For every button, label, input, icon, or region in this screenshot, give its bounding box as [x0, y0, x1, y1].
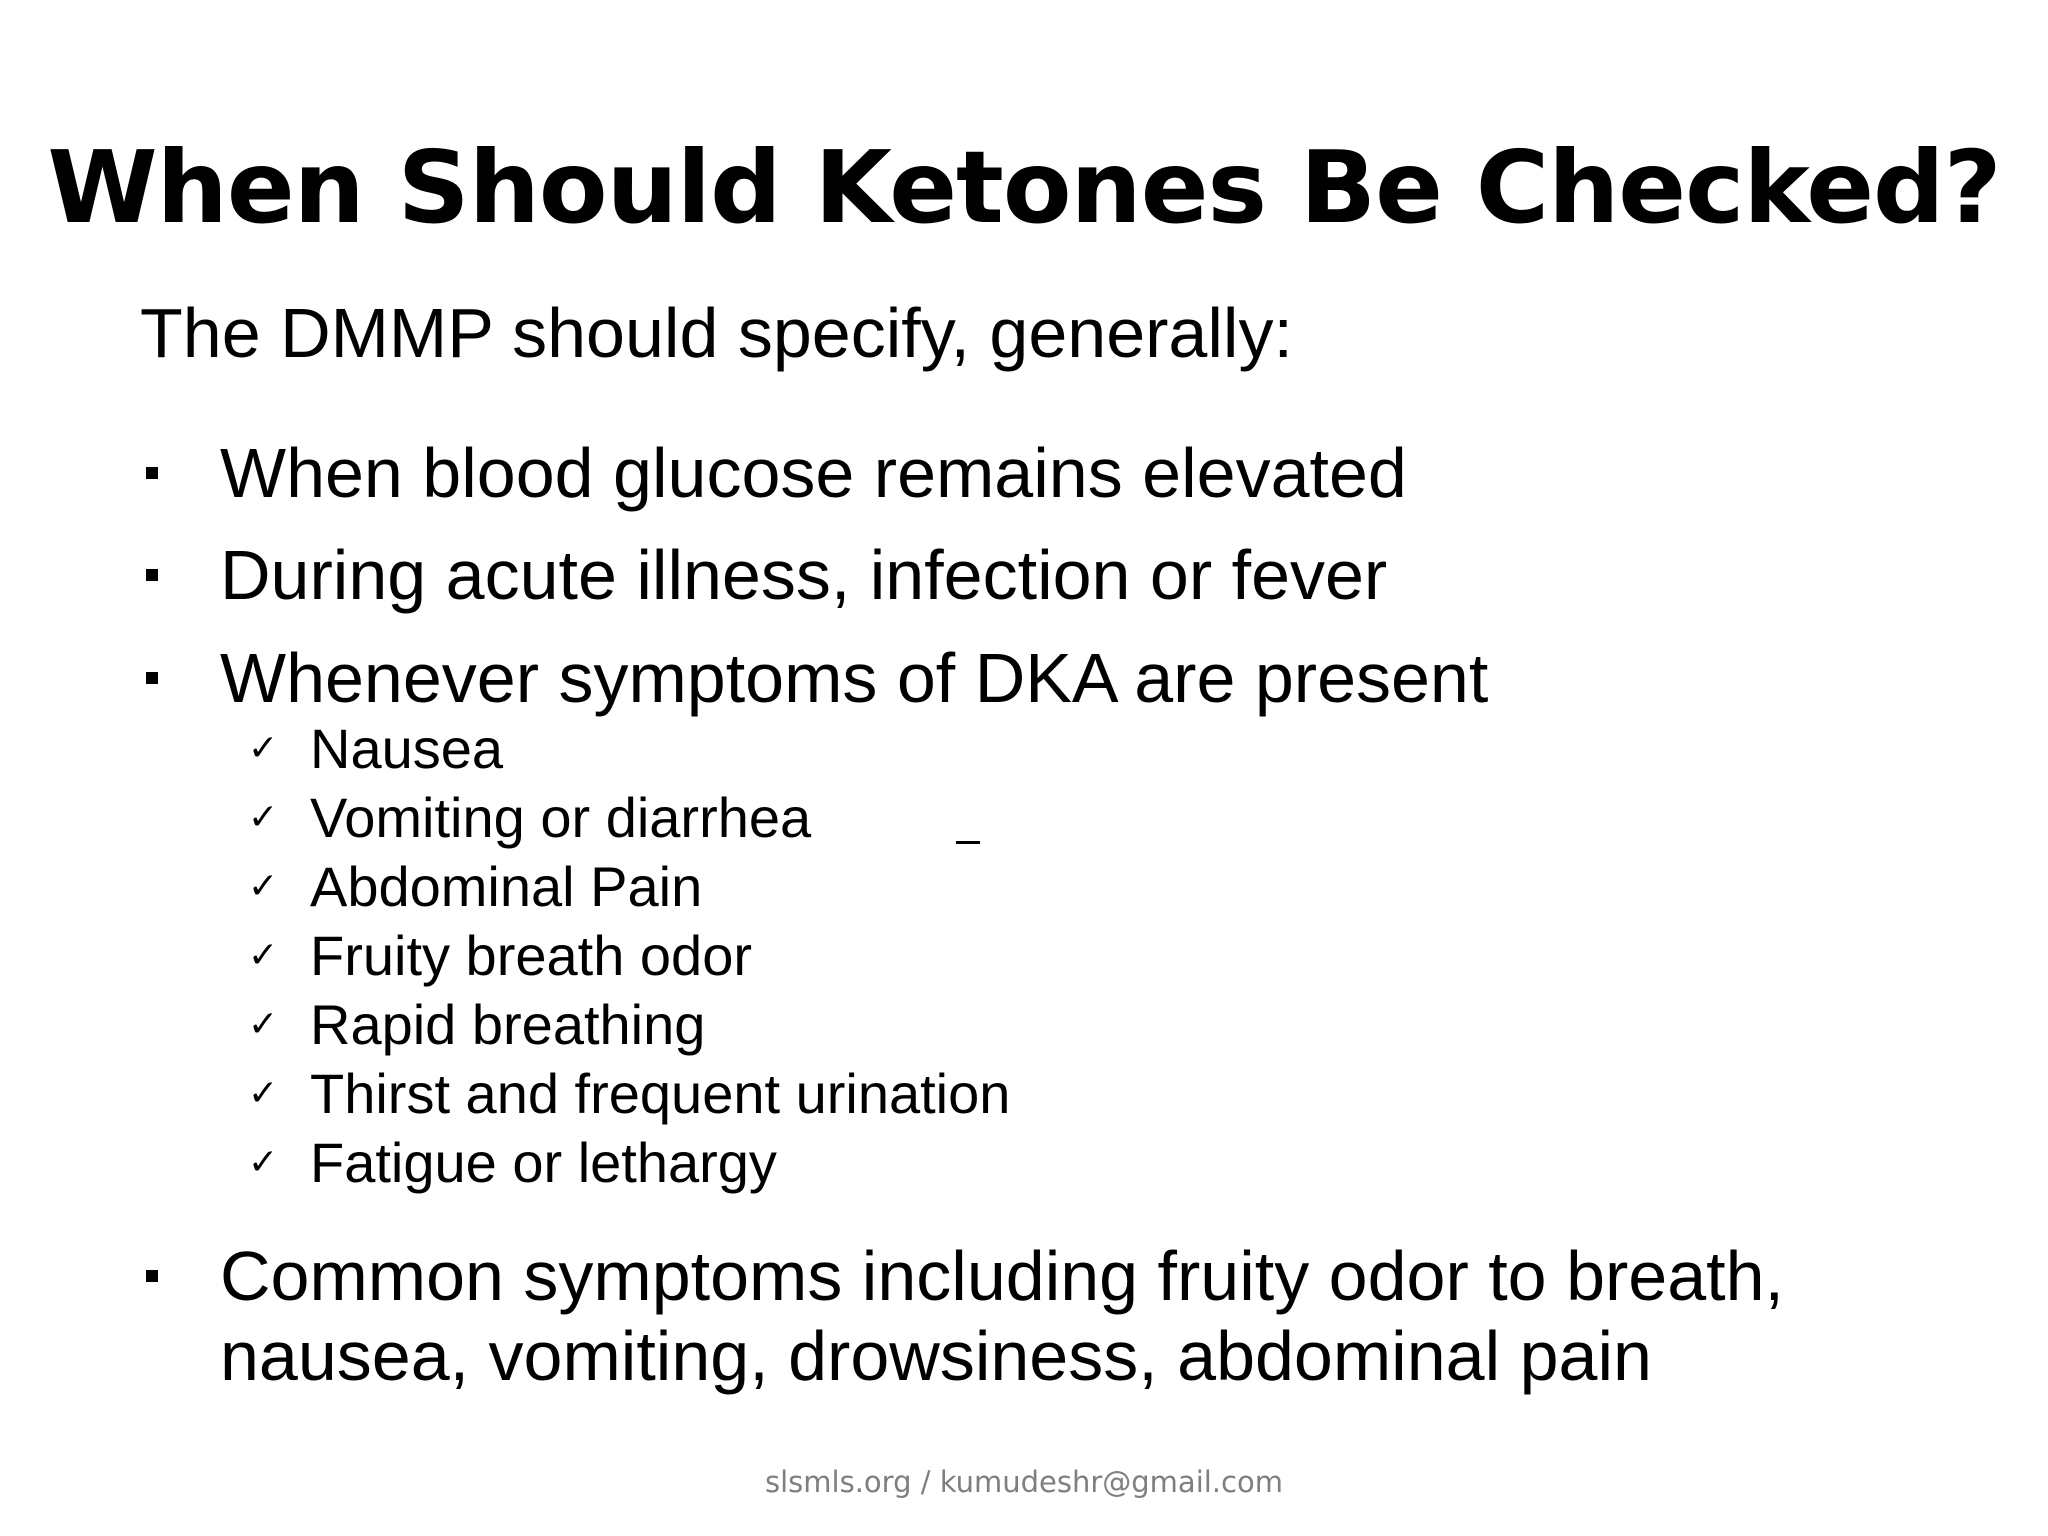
bullet-item: [140, 1236, 2000, 1396]
symptom-text: Fatigue or lethargy: [310, 1131, 777, 1194]
bullet-item: [140, 638, 2000, 718]
checkmark-icon: ✓: [248, 728, 279, 769]
checkmark-icon: ✓: [248, 1142, 279, 1183]
symptom-item: [248, 921, 1010, 990]
symptom-text: Thirst and frequent urination: [310, 1062, 1011, 1125]
dka-symptom-list: [248, 714, 1010, 1197]
symptom-text: Nausea: [310, 717, 504, 780]
symptom-item: [248, 1059, 1010, 1128]
symptom-item: [248, 990, 1010, 1059]
bullet-text: When blood glucose remains elevated: [220, 434, 1407, 512]
bullet-item: [140, 535, 2000, 615]
square-bullet-icon: [146, 1270, 158, 1282]
symptom-text: Rapid breathing: [310, 993, 706, 1056]
symptom-text: Abdominal Pain: [310, 855, 703, 918]
square-bullet-icon: [146, 672, 158, 684]
bullet-text: During acute illness, infection or fever: [220, 536, 1388, 614]
square-bullet-icon: [146, 467, 158, 479]
stray-dash-mark: [956, 841, 980, 844]
bullet-item: [140, 433, 2000, 513]
symptom-item: [248, 714, 1010, 783]
bullet-text: Common symptoms including fruity odor to breath, nausea, vomiting, drowsiness, abdominal pain: [220, 1237, 1784, 1395]
symptom-text: Vomiting or diarrhea: [310, 786, 812, 849]
symptom-item: [248, 1128, 1010, 1197]
slide-footer: slsmls.org / kumudeshr@gmail.com: [765, 1465, 1283, 1499]
symptom-text: Fruity breath odor: [310, 924, 752, 987]
bullet-text: Whenever symptoms of DKA are present: [220, 639, 1489, 717]
slide-intro: The DMMP should specify, generally:: [140, 294, 1293, 372]
square-bullet-icon: [146, 569, 158, 581]
checkmark-icon: ✓: [248, 1073, 279, 1114]
checkmark-icon: ✓: [248, 935, 279, 976]
checkmark-icon: ✓: [248, 866, 279, 907]
checkmark-icon: ✓: [248, 797, 279, 838]
symptom-item: [248, 852, 1010, 921]
checkmark-icon: ✓: [248, 1004, 279, 1045]
symptom-item: [248, 783, 1010, 852]
slide-title: When Should Ketones Be Checked?: [47, 129, 2001, 246]
